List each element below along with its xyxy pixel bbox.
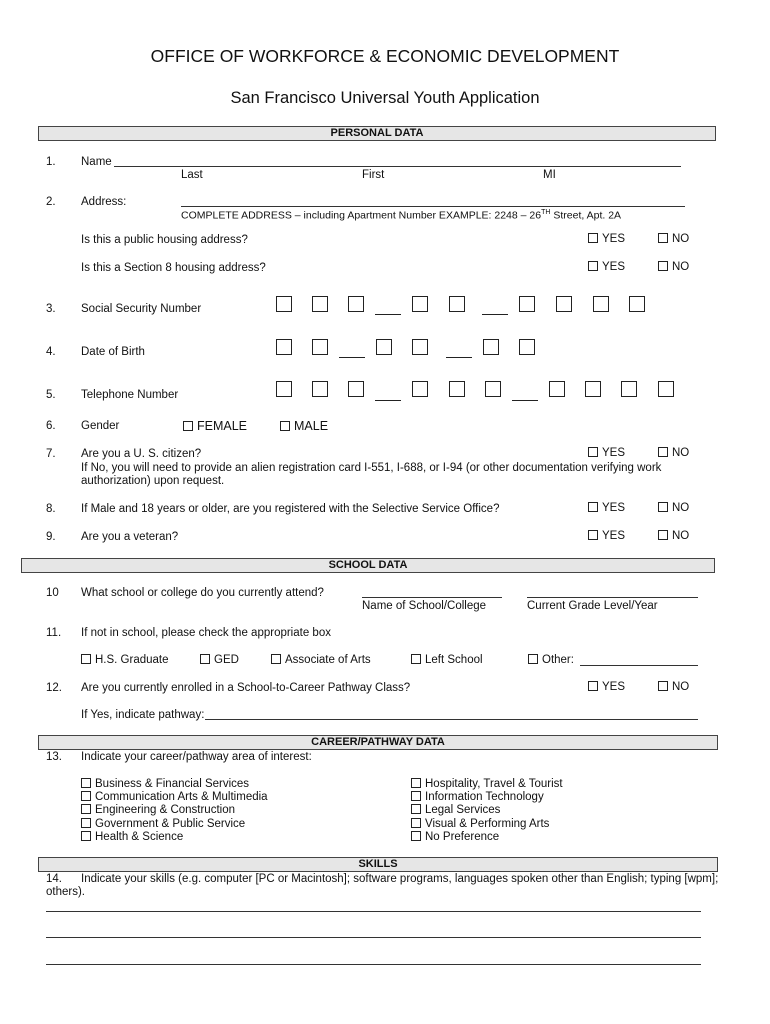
interest-legal[interactable]: Legal Services: [411, 804, 500, 816]
public-housing-question: Is this a public housing address?: [81, 234, 248, 246]
checkbox-icon[interactable]: [411, 654, 421, 664]
other-input[interactable]: [580, 665, 698, 666]
q3-number: 3.: [46, 303, 56, 315]
q14-label-line2: others).: [46, 886, 85, 898]
interest-communication[interactable]: Communication Arts & Multimedia: [81, 791, 268, 803]
q2-label: Address:: [81, 196, 127, 208]
gender-male-option[interactable]: MALE: [280, 419, 328, 433]
q1-number: 1.: [46, 156, 56, 168]
interest-engineering[interactable]: Engineering & Construction: [81, 804, 235, 816]
phone-digit-box[interactable]: [549, 381, 565, 397]
interest-government[interactable]: Government & Public Service: [81, 818, 245, 830]
name-input[interactable]: [114, 166, 681, 167]
dob-digit-box[interactable]: [376, 339, 392, 355]
checkbox-icon[interactable]: [411, 831, 421, 841]
citizen-note-line2: authorization) upon request.: [81, 475, 225, 487]
associate-of-arts-option[interactable]: Associate of Arts: [271, 654, 371, 666]
dob-digit-box[interactable]: [519, 339, 535, 355]
phone-digit-box[interactable]: [412, 381, 428, 397]
checkbox-icon[interactable]: [658, 530, 668, 540]
public-housing-no[interactable]: NO: [658, 233, 689, 245]
phone-separator: [512, 400, 538, 401]
checkbox-icon[interactable]: [200, 654, 210, 664]
dob-digit-box[interactable]: [412, 339, 428, 355]
phone-digit-box[interactable]: [485, 381, 501, 397]
gender-female-option[interactable]: FEMALE: [183, 419, 247, 433]
checkbox-icon[interactable]: [588, 261, 598, 271]
phone-digit-box[interactable]: [276, 381, 292, 397]
section8-yes[interactable]: YES: [588, 261, 625, 273]
q12-number: 12.: [46, 682, 62, 694]
skills-input-line[interactable]: [46, 937, 701, 938]
checkbox-icon[interactable]: [81, 804, 91, 814]
dob-digit-box[interactable]: [312, 339, 328, 355]
grade-level-caption: Current Grade Level/Year: [527, 600, 658, 612]
citizen-no[interactable]: NO: [658, 447, 689, 459]
school-name-caption: Name of School/College: [362, 600, 487, 612]
q9-label: Are you a veteran?: [81, 531, 179, 543]
skills-input-line[interactable]: [46, 911, 701, 912]
pathway-class-no[interactable]: NO: [658, 681, 689, 693]
phone-digit-box[interactable]: [585, 381, 601, 397]
checkbox-icon[interactable]: [658, 261, 668, 271]
phone-digit-box[interactable]: [348, 381, 364, 397]
section-skills: SKILLS: [38, 857, 718, 872]
checkbox-icon[interactable]: [183, 421, 193, 431]
address-hint: COMPLETE ADDRESS – including Apartment Number EXAMPLE: 2248 – 26TH Street, Apt. 2A: [181, 209, 622, 222]
ssn-digit-box[interactable]: [629, 296, 645, 312]
phone-separator: [375, 400, 401, 401]
grade-level-input[interactable]: [527, 597, 698, 598]
school-name-input[interactable]: [362, 597, 502, 598]
ssn-digit-box[interactable]: [593, 296, 609, 312]
checkbox-icon[interactable]: [658, 233, 668, 243]
citizen-yes[interactable]: YES: [588, 447, 625, 459]
ssn-digit-box[interactable]: [312, 296, 328, 312]
ssn-separator: [375, 314, 401, 315]
ssn-separator: [482, 314, 508, 315]
q14-label-line1: Indicate your skills (e.g. computer [PC or Macintosh]; software programs, languages spoken other than English; typing [wpm];: [81, 873, 719, 885]
q13-label: Indicate your career/pathway area of interest:: [81, 751, 312, 763]
phone-digit-box[interactable]: [449, 381, 465, 397]
selective-service-no[interactable]: NO: [658, 502, 689, 514]
phone-digit-box[interactable]: [658, 381, 674, 397]
name-mi-label: MI: [543, 169, 556, 181]
section8-no[interactable]: NO: [658, 261, 689, 273]
q4-label: Date of Birth: [81, 346, 145, 358]
pathway-class-yes[interactable]: YES: [588, 681, 625, 693]
veteran-yes[interactable]: YES: [588, 530, 625, 542]
q3-label: Social Security Number: [81, 303, 202, 315]
interest-it[interactable]: Information Technology: [411, 791, 544, 803]
checkbox-icon[interactable]: [658, 447, 668, 457]
citizen-note-line1: If No, you will need to provide an alien registration card I-551, I-688, or I-94 (or other documentation verifying work: [81, 462, 662, 474]
dob-separator: [446, 357, 472, 358]
ssn-digit-box[interactable]: [276, 296, 292, 312]
q8-label: If Male and 18 years or older, are you registered with the Selective Service Office?: [81, 503, 500, 515]
checkbox-icon[interactable]: [588, 681, 598, 691]
pathway-label: If Yes, indicate pathway:: [81, 709, 205, 721]
phone-digit-box[interactable]: [312, 381, 328, 397]
ssn-digit-box[interactable]: [348, 296, 364, 312]
checkbox-icon[interactable]: [81, 778, 91, 788]
checkbox-icon[interactable]: [528, 654, 538, 664]
checkbox-icon[interactable]: [588, 530, 598, 540]
q4-number: 4.: [46, 346, 56, 358]
checkbox-icon[interactable]: [658, 502, 668, 512]
dob-digit-box[interactable]: [276, 339, 292, 355]
form-title: OFFICE OF WORKFORCE & ECONOMIC DEVELOPMENT: [150, 46, 620, 66]
form-subtitle: San Francisco Universal Youth Application: [230, 89, 540, 107]
public-housing-yes[interactable]: YES: [588, 233, 625, 245]
q11-label: If not in school, please check the appropriate box: [81, 627, 331, 639]
skills-input-line[interactable]: [46, 964, 701, 965]
q10-number: 10: [46, 587, 59, 599]
checkbox-icon[interactable]: [588, 502, 598, 512]
section-personal-data: PERSONAL DATA: [38, 126, 716, 141]
interest-business[interactable]: Business & Financial Services: [81, 778, 249, 790]
checkbox-icon[interactable]: [280, 421, 290, 431]
selective-service-yes[interactable]: YES: [588, 502, 625, 514]
dob-separator: [339, 357, 365, 358]
checkbox-icon[interactable]: [411, 791, 421, 801]
checkbox-icon[interactable]: [81, 654, 91, 664]
other-option[interactable]: Other:: [528, 654, 574, 666]
checkbox-icon[interactable]: [81, 831, 91, 841]
q12-label: Are you currently enrolled in a School-to-Career Pathway Class?: [81, 682, 411, 694]
ged-option[interactable]: GED: [200, 654, 239, 666]
address-input[interactable]: [181, 206, 685, 207]
checkbox-icon[interactable]: [658, 681, 668, 691]
q10-label: What school or college do you currently attend?: [81, 587, 324, 599]
hs-graduate-option[interactable]: H.S. Graduate: [81, 654, 169, 666]
q7-label: Are you a U. S. citizen?: [81, 448, 202, 460]
ssn-digit-box[interactable]: [449, 296, 465, 312]
section8-question: Is this a Section 8 housing address?: [81, 262, 266, 274]
q6-number: 6.: [46, 420, 56, 432]
section-career-pathway-data: CAREER/PATHWAY DATA: [38, 735, 718, 750]
q11-number: 11.: [46, 627, 62, 639]
checkbox-icon[interactable]: [588, 233, 598, 243]
q6-label: Gender: [81, 420, 120, 432]
q5-number: 5.: [46, 389, 56, 401]
veteran-no[interactable]: NO: [658, 530, 689, 542]
section-school-data: SCHOOL DATA: [21, 558, 715, 573]
ssn-digit-box[interactable]: [519, 296, 535, 312]
q14-number: 14.: [46, 873, 62, 885]
q8-number: 8.: [46, 503, 56, 515]
checkbox-icon[interactable]: [81, 791, 91, 801]
checkbox-icon[interactable]: [81, 818, 91, 828]
interest-health[interactable]: Health & Science: [81, 831, 183, 843]
ssn-digit-box[interactable]: [412, 296, 428, 312]
q9-number: 9.: [46, 531, 56, 543]
q2-number: 2.: [46, 196, 56, 208]
q7-number: 7.: [46, 448, 56, 460]
name-last-label: Last: [181, 169, 203, 181]
interest-no-preference[interactable]: No Preference: [411, 831, 499, 843]
ssn-digit-box[interactable]: [556, 296, 572, 312]
checkbox-icon[interactable]: [271, 654, 281, 664]
dob-digit-box[interactable]: [483, 339, 499, 355]
interest-hospitality[interactable]: Hospitality, Travel & Tourist: [411, 778, 563, 790]
checkbox-icon[interactable]: [411, 818, 421, 828]
checkbox-icon[interactable]: [411, 778, 421, 788]
interest-visual-arts[interactable]: Visual & Performing Arts: [411, 818, 549, 830]
left-school-option[interactable]: Left School: [411, 654, 483, 666]
phone-digit-box[interactable]: [621, 381, 637, 397]
checkbox-icon[interactable]: [588, 447, 598, 457]
q5-label: Telephone Number: [81, 389, 179, 401]
checkbox-icon[interactable]: [411, 804, 421, 814]
q1-label: Name: [81, 156, 112, 168]
name-first-label: First: [362, 169, 385, 181]
q13-number: 13.: [46, 751, 62, 763]
pathway-input[interactable]: [205, 719, 698, 720]
